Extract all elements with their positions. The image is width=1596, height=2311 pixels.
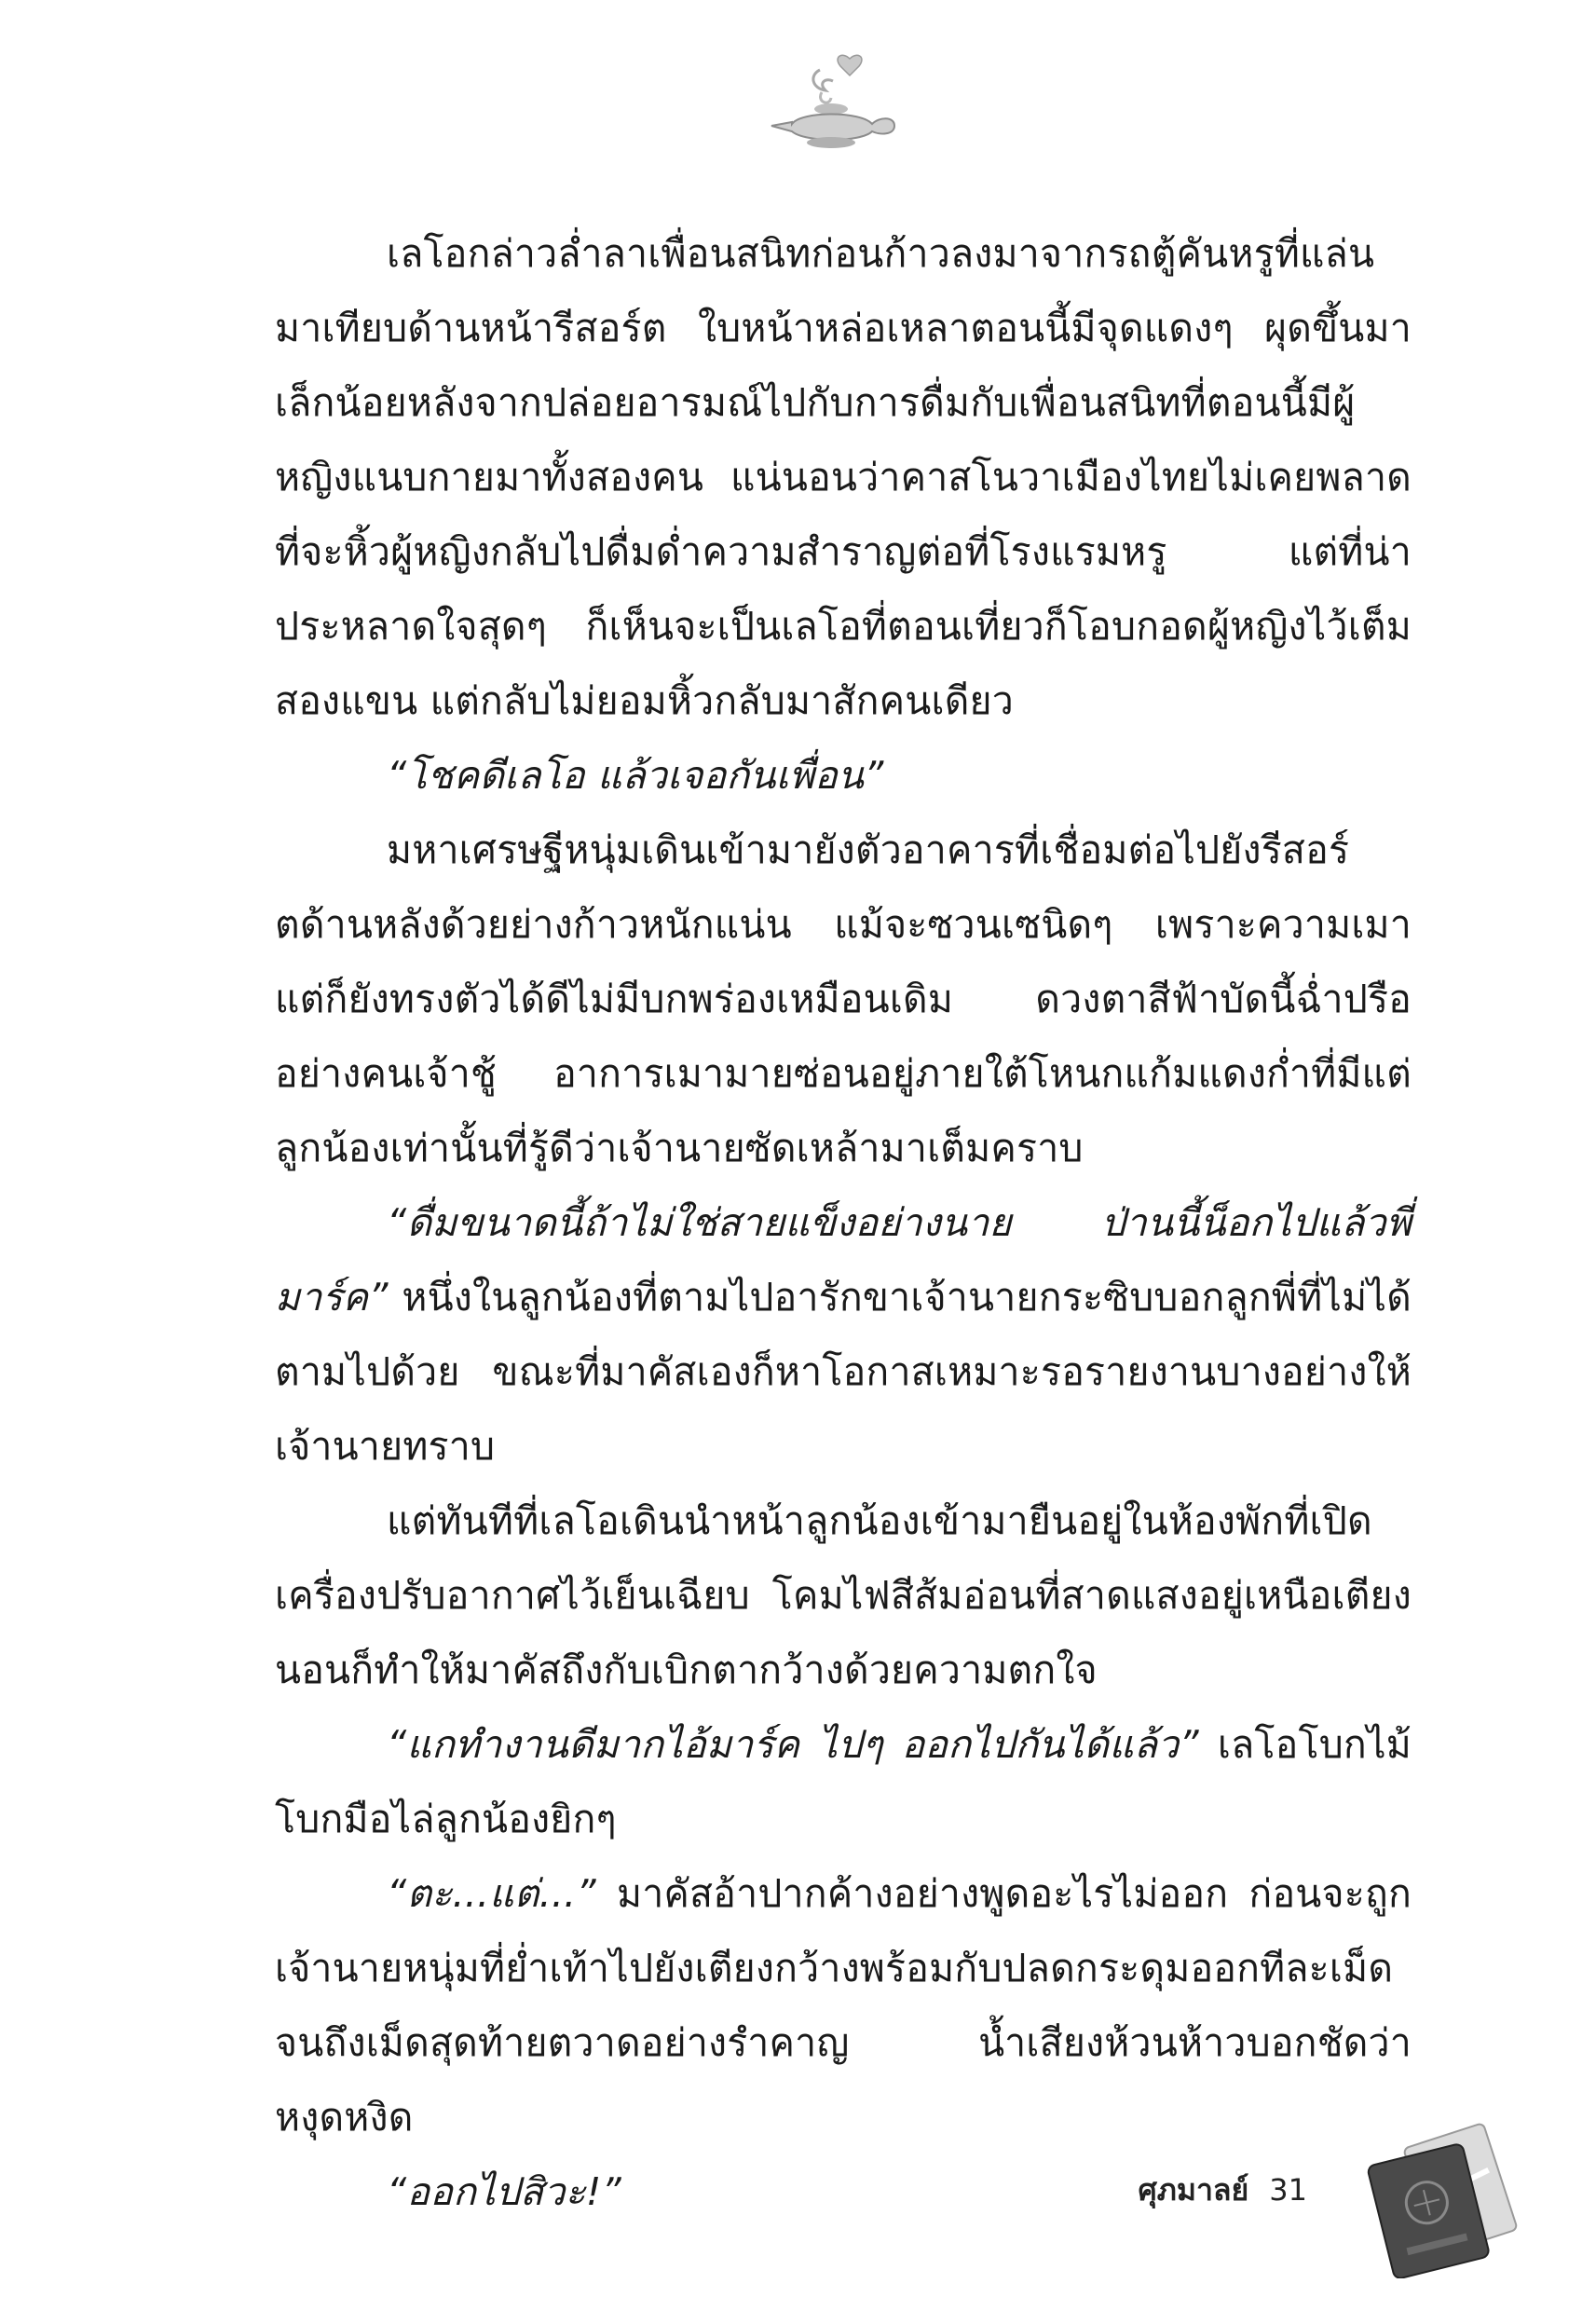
narration-paragraph: มหาเศรษฐีหนุ่มเดินเข้ามายังตัวอาคารที่เชื่อมต่อไปยังรีสอร์ตด้านหลังด้วยย่างก้าวหนักแน่น แม้จะซวนเซนิดๆ เพราะความเมา แต่ก็ยังทรงตัวได้ดีไม่มีบกพร่องเหมือนเดิม ดวงตาสีฟ้าบัดนี้ฉ่ำปรืออย่างคนเจ้าชู้ อาการเมามายซ่อนอยู่ภายใต้โหนกแก้มแดงก่ำที่มีแต่ลูกน้องเท่านั้นที่รู้ดีว่าเจ้านายซัดเหล้ามาเต็มคราบ: [275, 827, 1412, 1170]
dialogue-narration: มาคัสอ้าปากค้างอย่างพูดอะไรไม่ออก ก่อนจะถูกเจ้านายหนุ่มที่ย่ำเท้าไปยังเตียงกว้างพร้อมกับปลดกระดุมออกทีละเม็ดจนถึงเม็ดสุดท้ายตวาดอย่างรำคาญ น้ำเสียงห้วนห้าวบอกชัดว่าหงุดหงิด: [275, 1871, 1412, 2140]
dialogue-narration: เลโอโบกไม้โบกมือไล่ลูกน้องยิกๆ: [275, 1722, 1412, 1841]
dialogue-narration: หนึ่งในลูกน้องที่ตามไปอารักขาเจ้านายกระซิบบอกลูกพี่ที่ไม่ได้ตามไปด้วย ขณะที่มาคัสเองก็หาโอกาสเหมาะรอรายงานบางอย่างให้เจ้านายทราบ: [275, 1275, 1412, 1469]
dialogue-quote: “ตะ...แต่...”: [387, 1871, 596, 1916]
dialogue-quote: “โชคดีเลโอ แล้วเจอกันเพื่อน”: [387, 753, 884, 798]
passport-icon: [1356, 2120, 1533, 2278]
book-title: ศุภมาลย์: [1138, 2172, 1249, 2208]
dialogue-paragraph: [275, 1707, 1412, 1856]
narration-paragraph: แต่ทันทีที่เลโอเดินนำหน้าลูกน้องเข้ามายืนอยู่ในห้องพักที่เปิดเครื่องปรับอากาศไว้เย็นเฉียบ โคมไฟสีส้มอ่อนที่สาดแสงอยู่เหนือเตียงนอนก็ทำให้มาคัสถึงกับเบิกตากว้างด้วยความตกใจ: [275, 1498, 1412, 1692]
dialogue-paragraph: [275, 1185, 1412, 1484]
page-number: 31: [1269, 2172, 1307, 2208]
narration-paragraph: เลโอกล่าวล่ำลาเพื่อนสนิทก่อนก้าวลงมาจากรถตู้คันหรูที่แล่นมาเทียบด้านหน้ารีสอร์ต ใบหน้าหล่อเหลาตอนนี้มีจุดแดงๆ ผุดขึ้นมาเล็กน้อยหลังจากปล่อยอารมณ์ไปกับการดื่มกับเพื่อนสนิทที่ตอนนี้มีผู้หญิงแนบกายมาทั้งสองคน แน่นอนว่าคาสโนวาเมืองไทยไม่เคยพลาดที่จะหิ้วผู้หญิงกลับไปดื่มด่ำความสำราญต่อที่โรงแรมหรู แต่ที่น่าประหลาดใจสุดๆ ก็เห็นจะเป็นเลโอที่ตอนเที่ยวก็โอบกอดผู้หญิงไว้เต็มสองแขน แต่กลับไม่ยอมหิ้วกลับมาสักคนเดียว: [275, 231, 1412, 723]
page-footer: [1138, 2167, 1307, 2214]
dialogue-quote: “ออกไปสิวะ!”: [387, 2169, 621, 2214]
dialogue-quote: “ดื่มขนาดนี้ถ้าไม่ใช่สายแข็งอย่างนาย ป่านนี้น็อกไปแล้วพี่มาร์ค”: [275, 1200, 1412, 1320]
story-text: [275, 216, 1412, 2229]
dialogue-quote: “แกทำงานดีมากไอ้มาร์ค ไปๆ ออกไปกันได้แล้ว”: [387, 1722, 1199, 1767]
genie-lamp-icon: [764, 51, 904, 154]
dialogue-paragraph: [275, 738, 1412, 813]
dialogue-paragraph: [275, 1856, 1412, 2154]
